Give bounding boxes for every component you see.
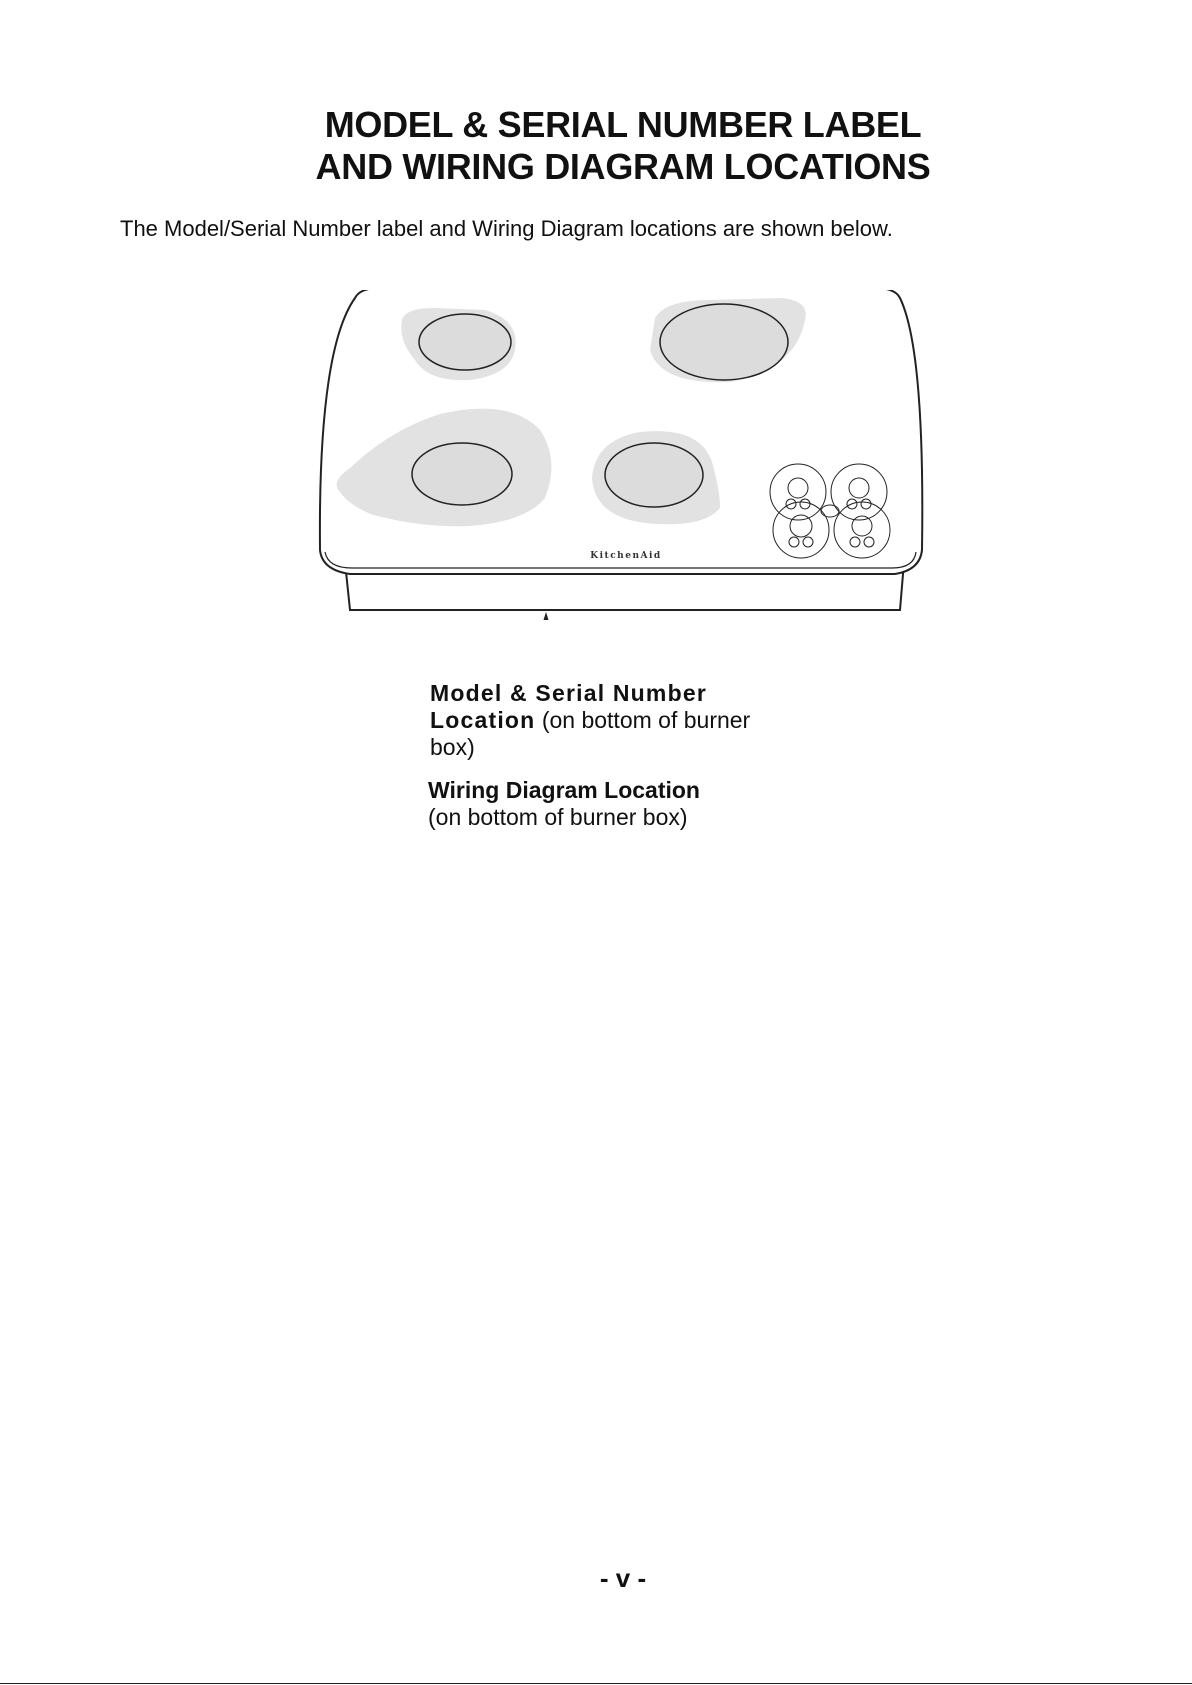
cooktop-illustration (310, 290, 930, 620)
wiring-diagram-location-label (428, 777, 788, 831)
page-bottom-rule (0, 1683, 1192, 1684)
model-serial-note: (on bottom of burner (535, 707, 751, 733)
page-title (0, 104, 1192, 188)
burner-right-rear (660, 304, 788, 380)
model-serial-heading-2: Location (430, 707, 536, 733)
model-serial-note-2: box) (430, 734, 475, 760)
brand-wordmark: KitchenAid (590, 551, 662, 561)
burner-left-front (412, 443, 512, 505)
model-serial-location-label (430, 680, 790, 761)
burner-right-front (605, 443, 703, 507)
burner-left-rear (419, 314, 511, 370)
pointer-arrow-head (541, 612, 551, 620)
intro-text: The Model/Serial Number label and Wiring Diagram locations are shown below. (120, 216, 893, 241)
wiring-diagram-heading: Wiring Diagram Location (428, 777, 700, 803)
wiring-diagram-note: (on bottom of burner box) (428, 804, 688, 830)
title-line-2: AND WIRING DIAGRAM LOCATIONS (315, 146, 931, 187)
model-serial-heading: Model & Serial Number (430, 680, 707, 706)
page-number: - v - (599, 1563, 647, 1593)
title-line-1: MODEL & SERIAL NUMBER LABEL (324, 104, 922, 145)
